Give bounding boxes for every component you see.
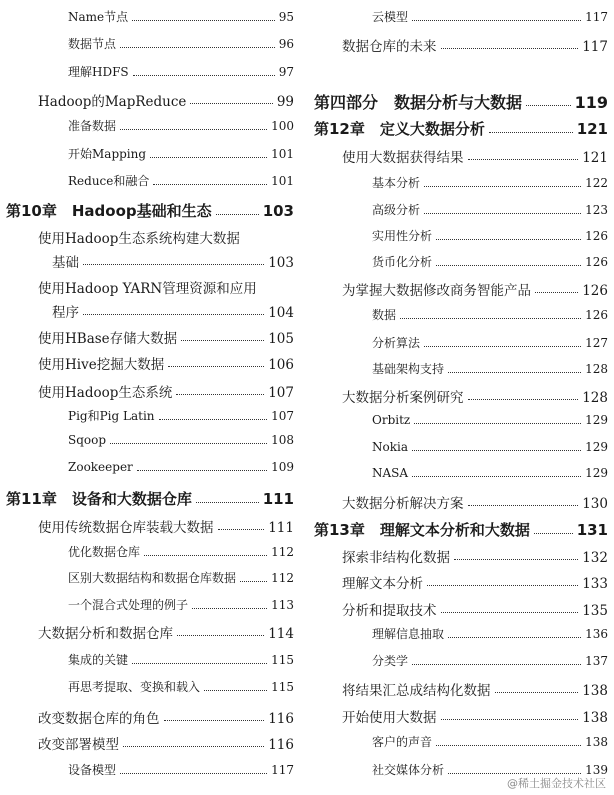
toc-entry-page: 138 <box>585 735 608 749</box>
dot-leader <box>441 611 579 613</box>
toc-entry[interactable] <box>310 306 614 323</box>
toc-entry[interactable] <box>0 707 300 727</box>
toc-entry-page: 126 <box>585 229 608 243</box>
toc-entry-title: 分析算法 <box>372 336 421 350</box>
dot-leader <box>424 212 581 214</box>
toc-entry-title: 将结果汇总成结构化数据 <box>342 683 491 699</box>
toc-entry-title: 第10章 Hadoop基础和生态 <box>6 202 212 220</box>
toc-entry-title: 货币化分析 <box>372 255 433 269</box>
dot-leader <box>216 213 259 215</box>
dot-leader <box>489 131 573 133</box>
toc-entry[interactable] <box>310 174 614 191</box>
toc-entry-page: 101 <box>271 147 294 161</box>
toc-entry-title: Orbitz <box>372 413 411 427</box>
dot-leader <box>534 532 573 534</box>
toc-entry[interactable] <box>310 440 614 454</box>
toc-entry[interactable] <box>310 599 614 619</box>
toc-entry-page: 122 <box>585 176 608 190</box>
dot-leader <box>441 47 579 49</box>
toc-entry-title: 分类学 <box>372 654 409 668</box>
toc-entry[interactable] <box>310 733 614 750</box>
dot-leader <box>144 554 267 556</box>
dot-leader <box>120 46 275 48</box>
toc-entry[interactable] <box>310 519 614 540</box>
toc-entry[interactable] <box>0 381 300 401</box>
toc-entry-page: 111 <box>262 490 294 508</box>
toc-entry-title: 理解信息抽取 <box>372 627 445 641</box>
toc-entry-title: 分析和提取技术 <box>342 603 437 619</box>
toc-entry[interactable] <box>0 251 300 271</box>
toc-entry-page: 129 <box>585 466 608 480</box>
toc-entry-title: 一个混合式处理的例子 <box>68 598 189 612</box>
toc-entry-title: 使用Hive挖掘大数据 <box>38 357 165 373</box>
dot-leader <box>468 158 579 160</box>
toc-entry[interactable] <box>310 466 614 480</box>
toc-entry-page: 121 <box>582 150 608 166</box>
toc-entry-title: 大数据分析和数据仓库 <box>38 626 173 642</box>
dot-leader <box>412 475 581 477</box>
dot-leader <box>123 745 264 747</box>
toc-entry-page: 113 <box>271 598 294 612</box>
toc-entry-title: Hadoop的MapReduce <box>38 94 187 110</box>
toc-entry[interactable] <box>310 279 614 299</box>
dot-leader <box>177 634 264 636</box>
toc-entry[interactable] <box>0 488 300 509</box>
toc-entry-title: 设备模型 <box>68 763 117 777</box>
toc-entry[interactable] <box>310 625 614 642</box>
dot-leader <box>218 528 265 530</box>
toc-entry-title: 第12章 定义大数据分析 <box>314 120 485 138</box>
dot-leader <box>120 128 267 130</box>
toc-entry-page: 103 <box>268 255 294 271</box>
dot-leader <box>132 662 267 664</box>
dot-leader <box>133 74 275 76</box>
toc-entry-page: 117 <box>582 39 608 55</box>
toc-entry[interactable] <box>310 8 614 25</box>
toc-entry-title: 改变部署模型 <box>38 737 119 753</box>
toc-entry-title: Zookeeper <box>68 460 133 474</box>
toc-entry-title: 使用Hadoop YARN管理资源和应用 <box>38 281 257 297</box>
toc-entry-title: 大数据分析解决方案 <box>342 496 464 512</box>
toc-entry-title: 使用Hadoop生态系统 <box>38 385 173 401</box>
dot-leader <box>468 504 579 506</box>
dot-leader <box>448 772 581 774</box>
toc-entry[interactable] <box>310 652 614 669</box>
toc-entry[interactable] <box>0 433 300 447</box>
dot-leader <box>168 365 264 367</box>
dot-leader <box>454 558 578 560</box>
toc-entry-page: 116 <box>268 737 294 753</box>
toc-entry-page: 105 <box>268 331 294 347</box>
toc-entry-page: 101 <box>271 174 294 188</box>
dot-leader <box>137 469 267 471</box>
dot-leader <box>412 663 581 665</box>
toc-entry-page: 126 <box>585 308 608 322</box>
dot-leader <box>159 418 268 420</box>
toc-entry-page: 117 <box>585 10 608 24</box>
toc-entry-title: 探索非结构化数据 <box>342 550 450 566</box>
dot-leader <box>427 584 578 586</box>
toc-entry-page: 106 <box>268 357 294 373</box>
toc-entry-page: 115 <box>271 653 294 667</box>
toc-entry[interactable] <box>0 651 300 668</box>
toc-entry-page: 126 <box>582 283 608 299</box>
dot-leader <box>164 719 265 721</box>
toc-entry-title: 为掌握大数据修改商务智能产品 <box>342 283 531 299</box>
toc-entry-page: 133 <box>582 576 608 592</box>
toc-entry-title: 使用传统数据仓库装载大数据 <box>38 520 214 536</box>
toc-entry-page: 100 <box>271 119 294 133</box>
toc-entry-title: 区别大数据结构和数据仓库数据 <box>68 571 237 585</box>
toc-entry-title: 实用性分析 <box>372 229 433 243</box>
toc-entry-title: 第11章 设备和大数据仓库 <box>6 490 192 508</box>
toc-entry-title: Reduce和融合 <box>68 174 150 188</box>
toc-entry-title: 改变数据仓库的角色 <box>38 711 160 727</box>
toc-entry[interactable] <box>0 596 300 613</box>
toc-entry[interactable] <box>0 622 300 642</box>
toc-entry[interactable] <box>0 63 300 80</box>
toc-entry-page: 117 <box>271 763 294 777</box>
dot-leader <box>196 501 259 503</box>
toc-entry[interactable] <box>0 543 300 560</box>
toc-entry-page: 97 <box>278 65 294 79</box>
toc-entry-page: 108 <box>271 433 294 447</box>
toc-entry-page: 111 <box>268 520 294 536</box>
toc-entry-page: 135 <box>582 603 608 619</box>
toc-entry-page: 103 <box>262 202 294 220</box>
toc-entry[interactable] <box>0 200 300 221</box>
toc-entry-page: 130 <box>582 496 608 512</box>
toc-entry[interactable] <box>310 360 614 377</box>
toc-entry-page: 114 <box>268 626 294 642</box>
toc-entry-title: 开始Mapping <box>68 147 147 161</box>
toc-entry[interactable] <box>310 35 614 55</box>
dot-leader <box>436 264 581 266</box>
toc-entry[interactable] <box>310 146 614 166</box>
dot-leader <box>414 422 581 424</box>
toc-entry-page: 119 <box>574 93 608 112</box>
dot-leader <box>412 19 581 21</box>
dot-leader <box>400 317 581 319</box>
toc-entry[interactable] <box>310 253 614 270</box>
dot-leader <box>526 104 571 106</box>
toc-entry-title: 使用大数据获得结果 <box>342 150 464 166</box>
toc-entry-page: 112 <box>271 571 294 585</box>
dot-leader <box>535 291 578 293</box>
toc-entry-title: Sqoop <box>68 433 107 447</box>
toc-entry[interactable] <box>310 413 614 427</box>
toc-entry-title: 客户的声音 <box>372 735 433 749</box>
toc-entry-title: 高级分析 <box>372 203 421 217</box>
toc-entry-page: 136 <box>585 627 608 641</box>
toc-entry[interactable] <box>0 353 300 373</box>
dot-leader <box>468 398 579 400</box>
toc-entry-page: 116 <box>268 711 294 727</box>
dot-leader <box>204 689 267 691</box>
toc-entry[interactable] <box>0 516 300 536</box>
toc-entry[interactable] <box>0 678 300 695</box>
toc-entry-title: Nokia <box>372 440 408 454</box>
toc-entry[interactable] <box>310 386 614 406</box>
toc-entry-page: 104 <box>268 305 294 321</box>
dot-leader <box>448 636 581 638</box>
dot-leader <box>192 607 267 609</box>
dot-leader <box>83 313 264 315</box>
toc-entry-page: 95 <box>278 10 294 24</box>
toc-entry-title: Pig和Pig Latin <box>68 409 155 423</box>
toc-entry-page: 123 <box>585 203 608 217</box>
dot-leader <box>150 156 267 158</box>
dot-leader <box>448 371 581 373</box>
toc-entry-title: NASA <box>372 466 409 480</box>
toc-entry[interactable] <box>0 277 300 297</box>
toc-entry[interactable] <box>310 546 614 566</box>
toc-entry[interactable] <box>310 679 614 699</box>
dot-leader <box>441 718 579 720</box>
toc-entry-page: 115 <box>271 680 294 694</box>
toc-entry-page: 132 <box>582 550 608 566</box>
toc-entry[interactable] <box>0 733 300 753</box>
toc-entry-title: 云模型 <box>372 10 409 24</box>
toc-entry-title: 第13章 理解文本分析和大数据 <box>314 521 530 539</box>
toc-entry-page: 99 <box>276 94 294 110</box>
dot-leader <box>240 580 267 582</box>
toc-entry[interactable] <box>0 301 300 321</box>
toc-entry[interactable] <box>0 145 300 162</box>
dot-leader <box>120 772 267 774</box>
dot-leader <box>495 691 579 693</box>
toc-entry-title: 基础 <box>52 255 79 271</box>
toc-entry-page: 107 <box>268 385 294 401</box>
toc-entry[interactable] <box>310 572 614 592</box>
toc-entry[interactable] <box>0 117 300 134</box>
toc-entry[interactable] <box>0 460 300 474</box>
toc-entry[interactable] <box>0 407 300 424</box>
toc-entry-page: 112 <box>271 545 294 559</box>
dot-leader <box>424 185 581 187</box>
toc-entry-title: 社交媒体分析 <box>372 763 445 777</box>
toc-entry-title: 程序 <box>52 305 79 321</box>
toc-entry-page: 139 <box>585 763 608 777</box>
toc-entry-page: 131 <box>576 521 608 539</box>
toc-entry-page: 129 <box>585 440 608 454</box>
toc-entry-page: 138 <box>582 683 608 699</box>
toc-entry-title: 大数据分析案例研究 <box>342 390 464 406</box>
toc-entry-title: 基础架构支持 <box>372 362 445 376</box>
toc-entry-page: 137 <box>585 654 608 668</box>
dot-leader <box>436 744 581 746</box>
toc-entry-page: 107 <box>271 409 294 423</box>
toc-entry[interactable] <box>0 8 300 25</box>
dot-leader <box>424 345 581 347</box>
toc-entry[interactable] <box>310 706 614 726</box>
toc-entry-title: 再思考提取、变换和载入 <box>68 680 201 694</box>
toc-entry[interactable] <box>310 118 614 139</box>
dot-leader <box>412 449 581 451</box>
toc-entry-title: 集成的关键 <box>68 653 129 667</box>
toc-entry-title: 准备数据 <box>68 119 117 133</box>
toc-entry-page: 127 <box>585 336 608 350</box>
toc-entry-page: 96 <box>278 37 294 51</box>
toc-entry-page: 126 <box>585 255 608 269</box>
toc-entry-page: 129 <box>585 413 608 427</box>
dot-leader <box>110 442 267 444</box>
toc-entry-title: 第四部分 数据分析与大数据 <box>314 93 523 112</box>
toc-entry-title: 使用Hadoop生态系统构建大数据 <box>38 231 240 247</box>
toc-entry[interactable] <box>310 201 614 218</box>
toc-entry[interactable] <box>310 90 614 113</box>
toc-entry-title: 开始使用大数据 <box>342 710 437 726</box>
toc-entry-title: 数据 <box>372 308 397 322</box>
dot-leader <box>83 263 264 265</box>
toc-entry-page: 121 <box>576 120 608 138</box>
toc-entry[interactable] <box>310 334 614 351</box>
toc-entry-title: 数据仓库的未来 <box>342 39 437 55</box>
toc-entry-title: 使用HBase存储大数据 <box>38 331 178 347</box>
toc-entry-title: 基本分析 <box>372 176 421 190</box>
toc-entry-title: 优化数据仓库 <box>68 545 141 559</box>
toc-entry-page: 128 <box>585 362 608 376</box>
toc-entry[interactable] <box>0 227 300 247</box>
dot-leader <box>153 183 267 185</box>
dot-leader <box>181 339 264 341</box>
watermark: @稀土掘金技术社区 <box>507 777 606 790</box>
toc-entry[interactable] <box>0 35 300 52</box>
toc-entry[interactable] <box>310 227 614 244</box>
toc-entry-page: 138 <box>582 710 608 726</box>
dot-leader <box>436 238 581 240</box>
toc-entry-title: 数据节点 <box>68 37 117 51</box>
toc-entry[interactable] <box>0 172 300 189</box>
dot-leader <box>190 102 272 104</box>
toc-entry[interactable] <box>310 492 614 512</box>
toc-entry-title: 理解HDFS <box>68 65 129 79</box>
toc-entry-title: 理解文本分析 <box>342 576 423 592</box>
toc-entry[interactable] <box>0 327 300 347</box>
toc-entry[interactable] <box>0 761 300 778</box>
toc-entry-page: 128 <box>582 390 608 406</box>
toc-entry[interactable] <box>0 90 300 110</box>
toc-entry-page: 109 <box>271 460 294 474</box>
dot-leader <box>132 19 275 21</box>
toc-entry[interactable] <box>0 569 300 586</box>
dot-leader <box>176 393 264 395</box>
toc-entry-title: Name节点 <box>68 10 129 24</box>
